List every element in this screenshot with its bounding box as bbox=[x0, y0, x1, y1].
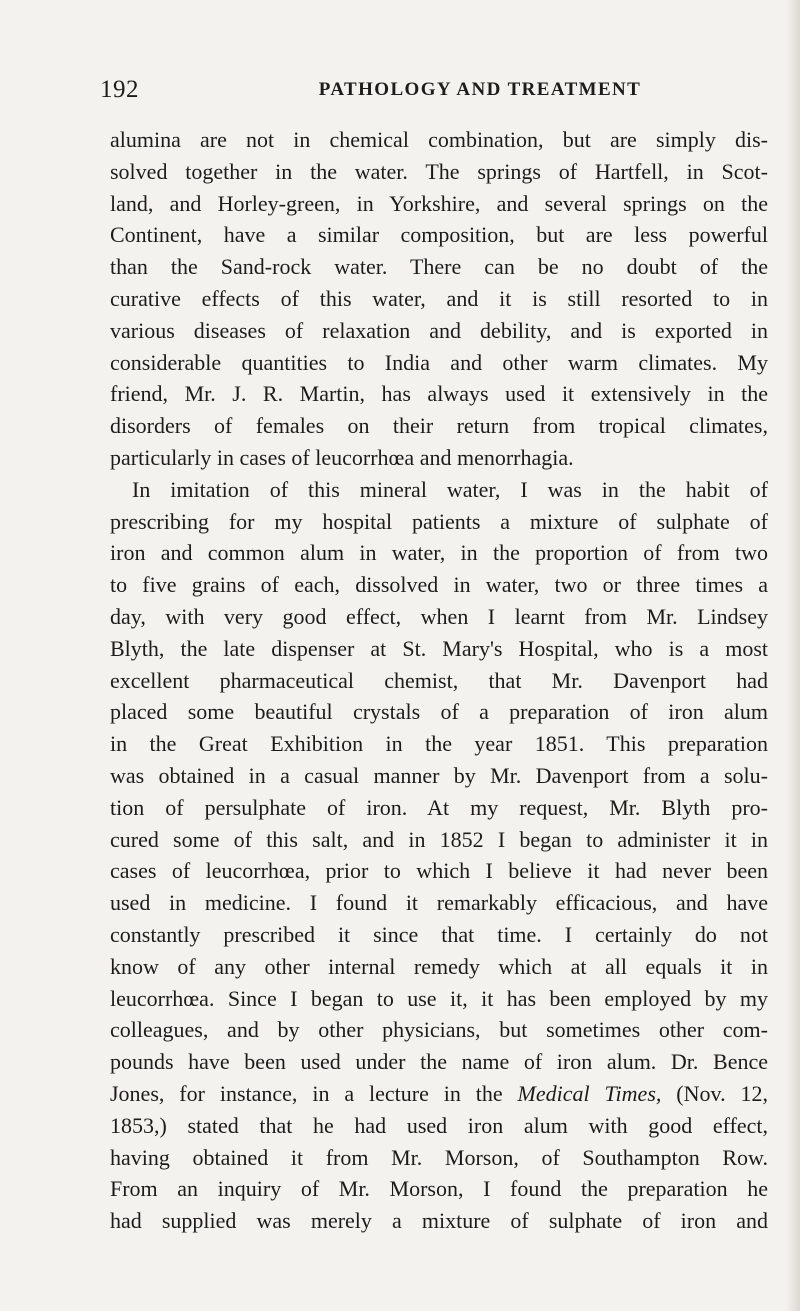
text-line: placed some beautiful crystals of a preparation of iron alum bbox=[110, 699, 768, 725]
citation-trail-text: (Nov. 12, bbox=[661, 1080, 768, 1106]
text-line: land, and Horley-green, in Yorkshire, and several springs on the bbox=[110, 190, 768, 216]
text-line: leucorrhœa. Since I began to use it, it has been employed by my bbox=[110, 985, 768, 1011]
text-line: iron and common alum in water, in the proportion of from two bbox=[110, 540, 768, 566]
text-line: pounds have been used under the name of iron alum. Dr. Bence bbox=[110, 1049, 768, 1075]
text-line: tion of persulphate of iron. At my request, Mr. Blyth pro- bbox=[110, 794, 768, 820]
text-line: cases of leucorrhœa, prior to which I believe it had never been bbox=[110, 858, 768, 884]
text-line: having obtained it from Mr. Morson, of Southampton Row. bbox=[110, 1144, 768, 1170]
paragraph-start-line: In imitation of this mineral water, I was in the habit of bbox=[132, 476, 768, 502]
text-line: Continent, have a similar composition, but are less powerful bbox=[110, 222, 768, 248]
page-number: 192 bbox=[100, 76, 139, 103]
running-head bbox=[100, 76, 760, 116]
text-line-with-citation bbox=[110, 1078, 768, 1110]
text-line: From an inquiry of Mr. Morson, I found the preparation he bbox=[110, 1176, 768, 1202]
text-line: colleagues, and by other physicians, but sometimes other com- bbox=[110, 1017, 768, 1043]
text-line: prescribing for my hospital patients a mixture of sulphate of bbox=[110, 508, 768, 534]
text-line: was obtained in a casual manner by Mr. Davenport from a solu- bbox=[110, 762, 768, 788]
text-line: than the Sand-rock water. There can be no doubt of the bbox=[110, 254, 768, 280]
paragraph-end-line: particularly in cases of leucorrhœa and menorrhagia. bbox=[110, 444, 574, 470]
text-line: curative effects of this water, and it is still resorted to in bbox=[110, 285, 768, 311]
text-line: various diseases of relaxation and debility, and is exported in bbox=[110, 317, 768, 343]
text-line: disorders of females on their return from tropical climates, bbox=[110, 413, 768, 439]
text-line: had supplied was merely a mixture of sulphate of iron and bbox=[110, 1208, 768, 1234]
text-line: 1853,) stated that he had used iron alum with good effect, bbox=[110, 1112, 768, 1138]
running-title: PATHOLOGY AND TREATMENT bbox=[318, 79, 642, 100]
text-line: constantly prescribed it since that time. I certainly do not bbox=[110, 921, 768, 947]
body-text bbox=[110, 124, 768, 1237]
journal-title-italic: Medical Times, bbox=[517, 1080, 662, 1106]
text-line: solved together in the water. The springs of Hartfell, in Scot- bbox=[110, 158, 768, 184]
text-line: to five grains of each, dissolved in water, two or three times a bbox=[110, 572, 768, 598]
text-line: cured some of this salt, and in 1852 I began to administer it in bbox=[110, 826, 768, 852]
page-edge-shadow bbox=[786, 0, 800, 1311]
text-line: Blyth, the late dispenser at St. Mary's Hospital, who is a most bbox=[110, 635, 768, 661]
text-line: friend, Mr. J. R. Martin, has always used it extensively in the bbox=[110, 381, 768, 407]
text-line: considerable quantities to India and other warm climates. My bbox=[110, 349, 768, 375]
citation-lead-text: Jones, for instance, in a lecture in the bbox=[110, 1080, 518, 1106]
text-line: alumina are not in chemical combination, but are simply dis- bbox=[110, 127, 768, 152]
text-line: day, with very good effect, when I learnt from Mr. Lindsey bbox=[110, 603, 768, 629]
text-line: know of any other internal remedy which at all equals it in bbox=[110, 953, 768, 979]
text-line: excellent pharmaceutical chemist, that Mr. Davenport had bbox=[110, 667, 768, 693]
text-line: used in medicine. I found it remarkably efficacious, and have bbox=[110, 890, 768, 916]
text-line: in the Great Exhibition in the year 1851. This preparation bbox=[110, 731, 768, 757]
